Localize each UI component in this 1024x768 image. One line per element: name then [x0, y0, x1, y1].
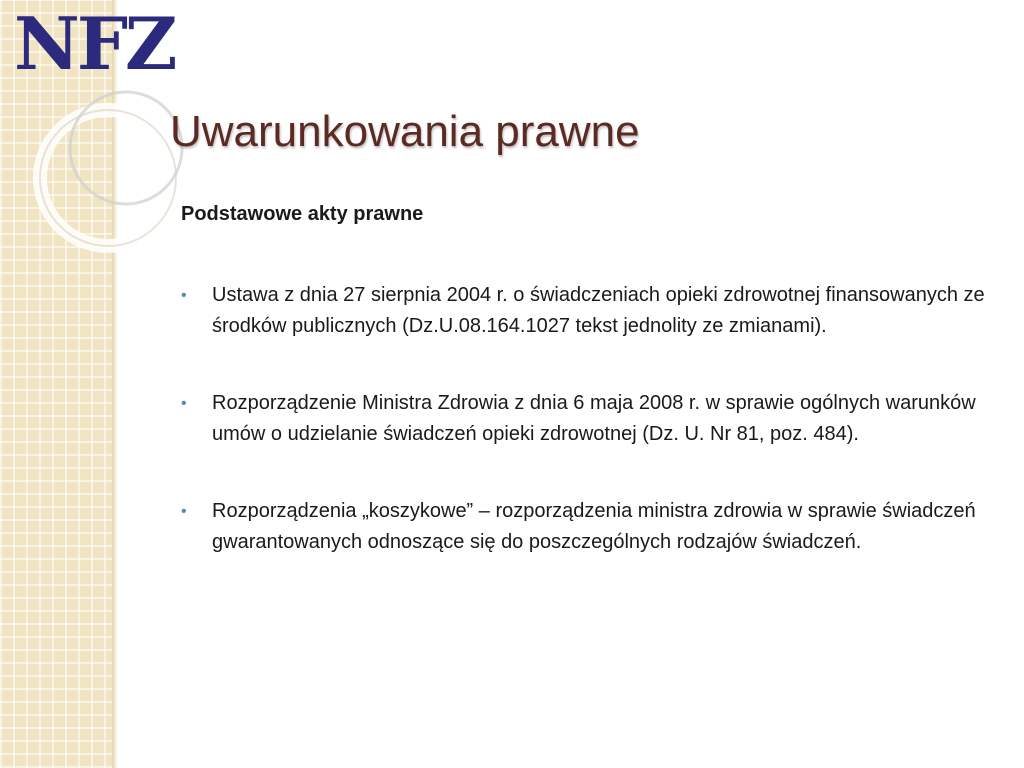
nfz-logo-text: NFZ	[14, 1, 175, 86]
slide-content	[181, 200, 991, 604]
bullet-icon: •	[181, 503, 187, 520]
list-item-text: Rozporządzenia „koszykowe” – rozporządzenia ministra zdrowia w sprawie świadczeń gwarantowanych odnoszące się do poszczególnych rodzajów świadczeń.	[212, 500, 976, 553]
bullet-icon: •	[181, 395, 187, 412]
list-item-text: Ustawa z dnia 27 sierpnia 2004 r. o świadczeniach opieki zdrowotnej finansowanych ze środków publicznych (Dz.U.08.164.1027 tekst jednolity ze zmianami).	[212, 284, 985, 337]
list-item	[181, 496, 991, 558]
list-item-text: Rozporządzenie Ministra Zdrowia z dnia 6 maja 2008 r. w sprawie ogólnych warunków umów o udzielanie świadczeń opieki zdrowotnej (Dz. U. Nr 81, poz. 484).	[212, 392, 976, 445]
bullet-icon: •	[181, 287, 187, 304]
slide-title: Uwarunkowania prawne	[170, 107, 640, 156]
bullet-list	[181, 280, 991, 558]
list-item	[181, 280, 991, 342]
nfz-logo	[14, 1, 190, 86]
slide-subtitle: Podstawowe akty prawne	[181, 203, 424, 225]
list-item	[181, 388, 991, 450]
